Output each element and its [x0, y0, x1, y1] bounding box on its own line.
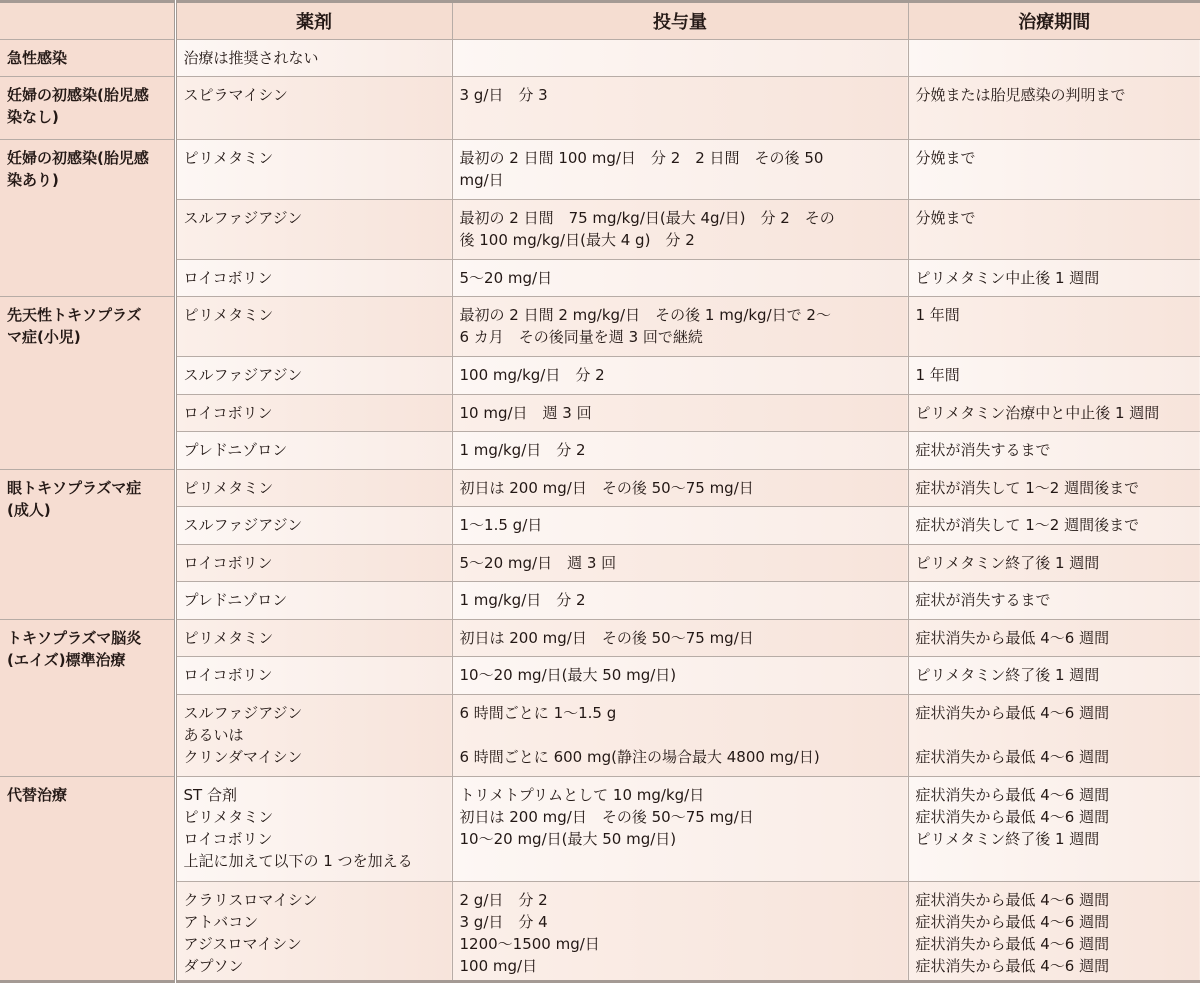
duration-cell: 症状が消失して 1〜2 週間後まで: [908, 470, 1200, 507]
dose-cell: 3 g/日 分 3: [452, 77, 908, 140]
drug-cell: スルファジアジン: [175, 357, 452, 395]
duration-cell: ピリメタミン終了後 1 週間: [908, 657, 1200, 695]
duration-cell: 分娩または胎児感染の判明まで: [908, 77, 1200, 140]
duration-cell: 症状消失から最低 4〜6 週間 症状消失から最低 4〜6 週間: [908, 695, 1200, 777]
condition-cell: 眼トキソプラズマ症 (成人): [0, 470, 175, 620]
duration-cell: 症状が消失するまで: [908, 582, 1200, 620]
duration-cell: 症状消失から最低 4〜6 週間: [908, 620, 1200, 657]
dose-cell: 10〜20 mg/日(最大 50 mg/日): [452, 657, 908, 695]
dose-cell: 初日は 200 mg/日 その後 50〜75 mg/日: [452, 620, 908, 657]
dose-cell: 5〜20 mg/日 週 3 回: [452, 545, 908, 582]
table-row: [0, 395, 1200, 432]
table-row: [0, 777, 1200, 882]
drug-cell: ロイコボリン: [175, 395, 452, 432]
table-row: [0, 140, 1200, 200]
drug-cell: 治療は推奨されない: [175, 40, 452, 77]
table-row: [0, 620, 1200, 657]
table-body: [0, 40, 1200, 982]
table-row: [0, 507, 1200, 545]
drug-cell: ピリメタミン: [175, 297, 452, 357]
table-row: [0, 297, 1200, 357]
table-row: [0, 582, 1200, 620]
drug-cell: ピリメタミン: [175, 470, 452, 507]
drug-cell: ST 合剤 ピリメタミン ロイコボリン 上記に加えて以下の 1 つを加える: [175, 777, 452, 882]
drug-cell: ロイコボリン: [175, 545, 452, 582]
table-row: [0, 357, 1200, 395]
dose-cell: 10 mg/日 週 3 回: [452, 395, 908, 432]
table-row: [0, 545, 1200, 582]
dose-cell: [452, 40, 908, 77]
dose-cell: 初日は 200 mg/日 その後 50〜75 mg/日: [452, 470, 908, 507]
dose-cell: 最初の 2 日間 75 mg/kg/日(最大 4g/日) 分 2 その 後 100 mg/kg/日(最大 4 g) 分 2: [452, 200, 908, 260]
header-duration: 治療期間: [908, 2, 1200, 40]
dose-cell: 1〜1.5 g/日: [452, 507, 908, 545]
dose-cell: 1 mg/kg/日 分 2: [452, 432, 908, 470]
drug-cell: ロイコボリン: [175, 260, 452, 297]
condition-cell: 妊婦の初感染(胎児感 染あり): [0, 140, 175, 297]
drug-cell: ピリメタミン: [175, 140, 452, 200]
dose-cell: トリメトプリムとして 10 mg/kg/日 初日は 200 mg/日 その後 50〜75 mg/日 10〜20 mg/日(最大 50 mg/日): [452, 777, 908, 882]
dose-cell: 2 g/日 分 2 3 g/日 分 4 1200〜1500 mg/日 100 mg/日: [452, 882, 908, 982]
dose-cell: 最初の 2 日間 2 mg/kg/日 その後 1 mg/kg/日で 2〜 6 カ月 その後同量を週 3 回で継続: [452, 297, 908, 357]
duration-cell: ピリメタミン中止後 1 週間: [908, 260, 1200, 297]
header-dose: 投与量: [452, 2, 908, 40]
table-row: [0, 200, 1200, 260]
header-row: [0, 2, 1200, 40]
table-row: [0, 882, 1200, 982]
dose-cell: 100 mg/kg/日 分 2: [452, 357, 908, 395]
duration-cell: 1 年間: [908, 297, 1200, 357]
condition-cell: トキソプラズマ脳炎 (エイズ)標準治療: [0, 620, 175, 777]
table-row: [0, 260, 1200, 297]
duration-cell: ピリメタミン終了後 1 週間: [908, 545, 1200, 582]
drug-cell: クラリスロマイシン アトバコン アジスロマイシン ダプソン: [175, 882, 452, 982]
drug-cell: プレドニゾロン: [175, 432, 452, 470]
header-drug: 薬剤: [175, 2, 452, 40]
condition-cell: 急性感染: [0, 40, 175, 77]
duration-cell: 分娩まで: [908, 140, 1200, 200]
table-row: [0, 77, 1200, 140]
duration-cell: 症状消失から最低 4〜6 週間 症状消失から最低 4〜6 週間 ピリメタミン終了後 1 週間: [908, 777, 1200, 882]
duration-cell: 症状が消失して 1〜2 週間後まで: [908, 507, 1200, 545]
condition-cell: 妊婦の初感染(胎児感 染なし): [0, 77, 175, 140]
duration-cell: [908, 40, 1200, 77]
duration-cell: 症状消失から最低 4〜6 週間 症状消失から最低 4〜6 週間 症状消失から最低 4〜6 週間 症状消失から最低 4〜6 週間: [908, 882, 1200, 982]
table-row: [0, 40, 1200, 77]
duration-cell: ピリメタミン治療中と中止後 1 週間: [908, 395, 1200, 432]
table-row: [0, 695, 1200, 777]
header-condition: [0, 2, 175, 40]
duration-cell: 1 年間: [908, 357, 1200, 395]
dose-cell: 6 時間ごとに 1〜1.5 g 6 時間ごとに 600 mg(静注の場合最大 4800 mg/日): [452, 695, 908, 777]
drug-cell: スピラマイシン: [175, 77, 452, 140]
condition-cell: 先天性トキソプラズ マ症(小児): [0, 297, 175, 470]
drug-cell: スルファジアジン: [175, 200, 452, 260]
table-row: [0, 657, 1200, 695]
condition-cell: 代替治療: [0, 777, 175, 982]
drug-cell: スルファジアジン あるいは クリンダマイシン: [175, 695, 452, 777]
drug-cell: プレドニゾロン: [175, 582, 452, 620]
drug-cell: スルファジアジン: [175, 507, 452, 545]
table-row: [0, 432, 1200, 470]
duration-cell: 症状が消失するまで: [908, 432, 1200, 470]
dose-cell: 最初の 2 日間 100 mg/日 分 2 2 日間 その後 50 mg/日: [452, 140, 908, 200]
drug-cell: ピリメタミン: [175, 620, 452, 657]
drug-cell: ロイコボリン: [175, 657, 452, 695]
duration-cell: 分娩まで: [908, 200, 1200, 260]
dose-cell: 1 mg/kg/日 分 2: [452, 582, 908, 620]
dose-cell: 5〜20 mg/日: [452, 260, 908, 297]
table-row: [0, 470, 1200, 507]
